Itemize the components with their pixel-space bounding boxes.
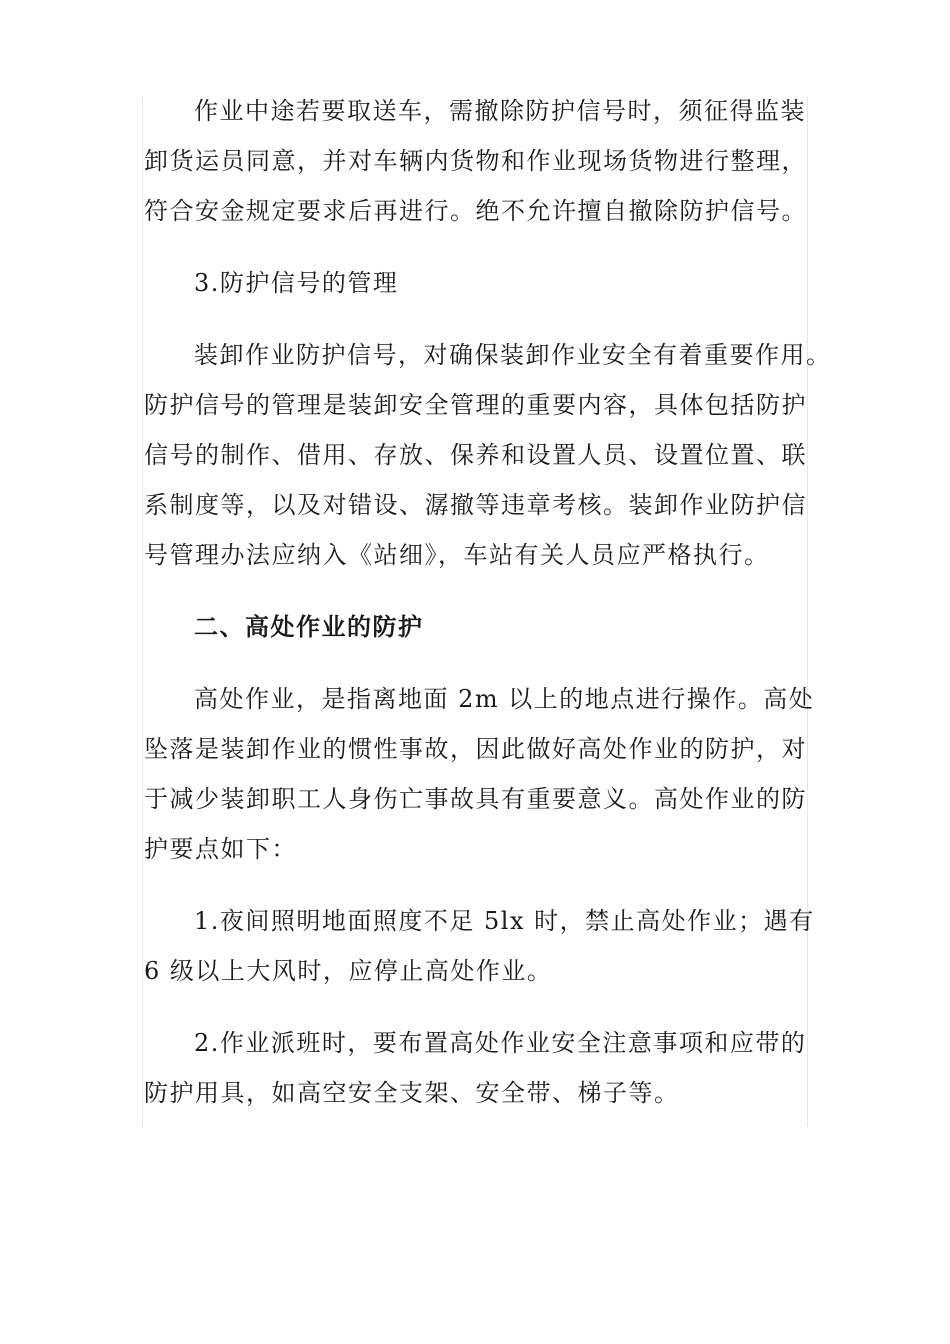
text-line: 号管理办法应纳入《站细》，车站有关人员应严格执行。 xyxy=(144,541,770,569)
text-line: 防护用具，如高空安全支架、安全带、梯子等。 xyxy=(144,1079,680,1107)
text-line: 1.夜间照明地面照度不足 5lx 时，禁止高处作业；遇有 xyxy=(194,907,815,935)
text-line: 作业中途若要取送车，需撤除防护信号时，须征得监装 xyxy=(194,97,806,125)
text-line: 系制度等，以及对错设、潺撤等违章考核。装卸作业防护信 xyxy=(144,491,807,519)
text-line: 高处作业，是指离地面 2m 以上的地点进行操作。高处 xyxy=(194,685,815,713)
text-line: 卸货运员同意，并对车辆内货物和作业现场货物进行整理， xyxy=(144,147,807,175)
list-item-2 xyxy=(144,1018,824,1118)
text-line: 于减少装卸职工人身伤亡事故具有重要意义。高处作业的防 xyxy=(144,785,807,813)
text-line: 护要点如下： xyxy=(144,835,297,863)
paragraph-high-work-definition xyxy=(144,674,824,874)
section-heading-high-work xyxy=(144,602,824,652)
paragraph-signal-management xyxy=(144,330,832,580)
paragraph-remove-signal xyxy=(144,86,824,236)
text-line: 信号的制作、借用、存放、保养和设置人员、设置位置、联 xyxy=(144,441,807,469)
list-item-1 xyxy=(144,896,824,996)
text-line: 6 级以上大风时，应停止高处作业。 xyxy=(144,957,553,985)
subheading-signal-management xyxy=(144,258,824,308)
text-line: 坠落是装卸作业的惯性事故，因此做好高处作业的防护，对 xyxy=(144,735,807,763)
text-line: 装卸作业防护信号，对确保装卸作业安全有着重要作用。 xyxy=(194,341,832,369)
text-line: 2.作业派班时，要布置高处作业安全注意事项和应带的 xyxy=(194,1029,807,1057)
text-line: 防护信号的管理是装卸安全管理的重要内容，具体包括防护 xyxy=(144,391,807,419)
text-line: 二、高处作业的防护 xyxy=(194,613,424,641)
text-line: 3.防护信号的管理 xyxy=(194,269,399,297)
text-line: 符合安金规定要求后再进行。绝不允许擅自撤除防护信号。 xyxy=(144,197,807,225)
document-body xyxy=(144,86,832,1118)
